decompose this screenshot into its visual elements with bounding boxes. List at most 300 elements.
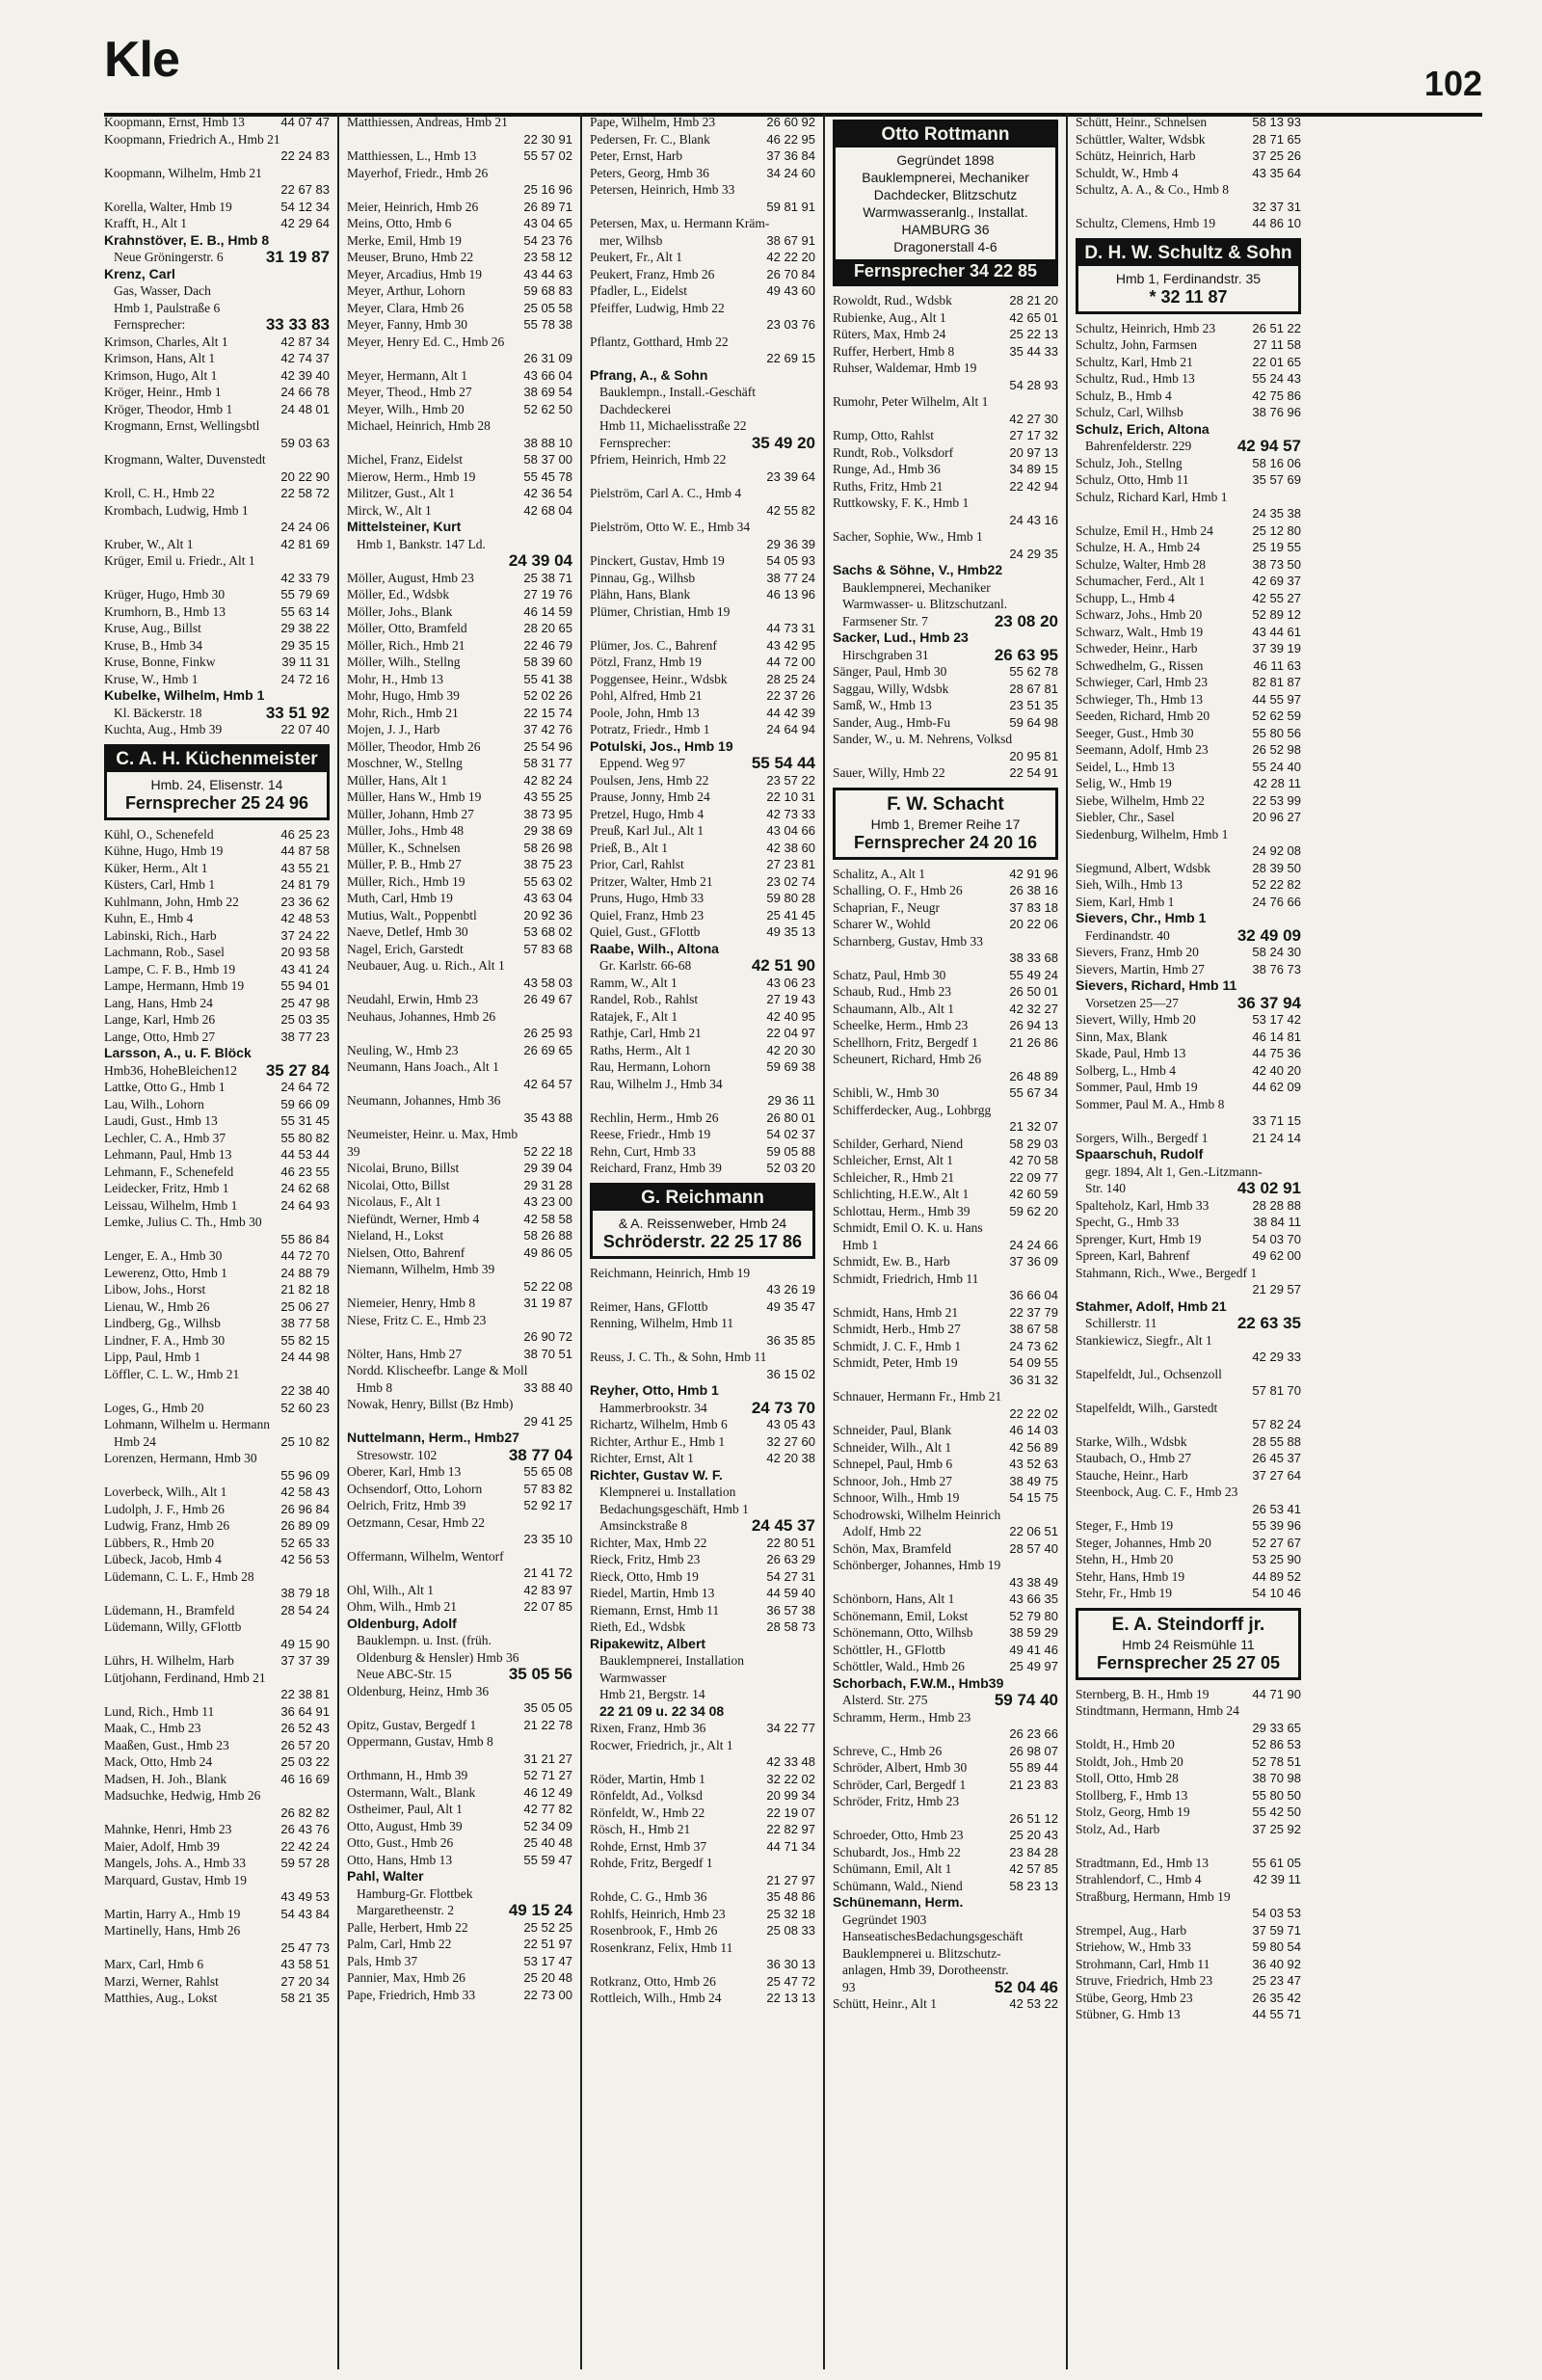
phone-number: 37 36 84 <box>766 148 815 163</box>
entry-name: Röder, Martin, Hmb 1 <box>590 1771 705 1786</box>
phone-number: 54 03 53 <box>1252 1906 1301 1920</box>
directory-entry <box>833 1759 1058 1777</box>
directory-entry <box>1076 1686 1301 1703</box>
phone-number: 26 23 66 <box>1009 1726 1058 1741</box>
directory-entry <box>347 334 572 351</box>
phone-number: 36 64 91 <box>280 1703 330 1719</box>
phone-number: 46 12 49 <box>523 1784 572 1800</box>
ad-line: Dragonerstall 4-6 <box>893 239 997 254</box>
directory-entry <box>104 1045 330 1062</box>
phone-number: 54 02 37 <box>766 1127 815 1141</box>
directory-entry <box>347 1868 572 1885</box>
phone-number: 55 80 82 <box>280 1130 330 1145</box>
directory-entry <box>833 1456 1058 1473</box>
entry-name: Oppermann, Gustav, Hmb 8 <box>347 1734 493 1749</box>
directory-entry <box>347 1582 572 1599</box>
phone-number: 31 21 27 <box>523 1751 572 1766</box>
directory-entry <box>1076 556 1301 574</box>
entry-name: Stübe, Georg, Hmb 23 <box>1076 1990 1193 2005</box>
directory-entry <box>347 1852 572 1869</box>
directory-entry <box>833 1557 1058 1574</box>
phone-number: 37 24 22 <box>280 927 330 943</box>
entry-name: Klempnerei u. Installation <box>599 1484 736 1499</box>
entry-name: Sievers, Martin, Hmb 27 <box>1076 961 1205 976</box>
directory-entry <box>104 687 330 705</box>
phone-number: 24 24 06 <box>280 520 330 534</box>
advertisement-box <box>1076 238 1301 314</box>
ad-phone: Fernsprecher 25 24 96 <box>124 792 309 813</box>
entry-name: Schaprian, F., Neugr <box>833 899 941 915</box>
entry-name: Maier, Adolf, Hmb 39 <box>104 1838 220 1854</box>
directory-entry <box>1076 977 1301 995</box>
phone-number: 23 03 76 <box>766 317 815 332</box>
directory-entry <box>347 1430 572 1447</box>
directory-entry <box>590 1076 815 1093</box>
entry-name: Rubienke, Aug., Alt 1 <box>833 309 946 325</box>
phone-number: 26 43 76 <box>280 1822 330 1836</box>
entry-name: Mierow, Herm., Hmb 19 <box>347 468 476 484</box>
phone-number: 22 37 79 <box>1009 1304 1058 1320</box>
directory-entry <box>590 519 815 536</box>
phone-number: 36 57 38 <box>766 1602 815 1618</box>
entry-name <box>833 513 836 527</box>
entry-name: Mohr, Rich., Hmb 21 <box>347 705 459 720</box>
directory-entry <box>104 1180 330 1197</box>
phone-number: 54 12 34 <box>280 199 330 214</box>
entry-name: Sauer, Willy, Hmb 22 <box>833 765 945 780</box>
phone-number: 42 73 33 <box>766 806 815 821</box>
phone-number: 28 71 65 <box>1252 131 1301 147</box>
directory-entry <box>833 1102 1058 1119</box>
phone-number: 42 33 48 <box>766 1754 815 1769</box>
phone-number: 42 56 53 <box>280 1552 330 1566</box>
directory-entry <box>833 528 1058 546</box>
directory-entry <box>833 1253 1058 1270</box>
directory-entry <box>104 1450 330 1467</box>
ad-line: Hmb. 24, Elisenstr. 14 <box>150 776 283 792</box>
entry-name: Krimson, Hans, Alt 1 <box>104 351 216 365</box>
directory-entry <box>1076 1366 1301 1383</box>
directory-entry <box>833 647 1058 664</box>
entry-name: Rönfeldt, Ad., Volksd <box>590 1788 703 1803</box>
directory-entry <box>590 1501 815 1518</box>
directory-entry <box>1076 775 1301 792</box>
directory-entry <box>347 1616 572 1633</box>
directory-entry <box>1076 1821 1301 1838</box>
directory-entry <box>1076 1112 1301 1130</box>
entry-name: Oldenburg, Heinz, Hmb 36 <box>347 1683 490 1698</box>
entry-name <box>590 1367 593 1381</box>
phone-number: 36 37 94 <box>1236 994 1301 1011</box>
phone-number: 43 55 21 <box>280 860 330 875</box>
directory-entry <box>1076 1990 1301 2007</box>
directory-entry <box>590 1382 815 1400</box>
directory-entry <box>347 654 572 671</box>
directory-entry <box>833 1118 1058 1136</box>
phone-number: 25 19 55 <box>1252 540 1301 554</box>
phone-number: 44 86 10 <box>1252 216 1301 230</box>
entry-name: Sievers, Chr., Hmb 1 <box>1076 910 1207 925</box>
entry-name: Richter, Gustav W. F. <box>590 1466 723 1483</box>
entry-name: Krenz, Carl <box>104 265 175 281</box>
entry-name: Riemann, Ernst, Hmb 11 <box>590 1602 720 1618</box>
phone-number: 43 41 24 <box>280 961 330 976</box>
entry-name: Schaub, Rud., Hmb 23 <box>833 984 951 999</box>
phone-number: 38 33 68 <box>1009 950 1058 965</box>
entry-name: Lienau, W., Hmb 26 <box>104 1298 210 1314</box>
phone-number: 26 69 65 <box>523 1042 572 1057</box>
entry-name: Sorgers, Wilh., Bergedf 1 <box>1076 1130 1209 1145</box>
directory-entry <box>1076 1871 1301 1888</box>
entry-name: Reichmann, Heinrich, Hmb 19 <box>590 1265 751 1280</box>
phone-number: 21 27 97 <box>766 1872 815 1887</box>
phone-number: 21 82 18 <box>280 1282 330 1297</box>
phone-number: 34 22 77 <box>766 1721 815 1735</box>
phone-number: 44 72 00 <box>766 655 815 669</box>
directory-entry <box>347 485 572 502</box>
directory-entry <box>347 822 572 840</box>
phone-number: 49 86 05 <box>523 1244 572 1260</box>
entry-name: Nagel, Erich, Garstedt <box>347 941 464 956</box>
phone-number: 27 11 58 <box>1253 337 1301 352</box>
entry-name: Sieh, Wilh., Hmb 13 <box>1076 877 1183 892</box>
ad-title: E. A. Steindorff jr. <box>1111 1614 1265 1635</box>
directory-entry <box>104 1753 330 1771</box>
directory-entry <box>590 1720 815 1737</box>
entry-name: Schönemann, Otto, Wilhsb <box>833 1625 973 1640</box>
directory-entry <box>104 1029 330 1046</box>
entry-name: Maak, C., Hmb 23 <box>104 1721 201 1735</box>
directory-entry <box>833 1692 1058 1709</box>
phone-number: 37 25 26 <box>1252 148 1301 163</box>
entry-name: Nicolai, Otto, Billst <box>347 1177 450 1192</box>
phone-number: 43 42 95 <box>766 637 815 653</box>
directory-entry <box>590 1737 815 1754</box>
entry-name: Martin, Harry A., Hmb 19 <box>104 1906 241 1921</box>
phone-number: 23 35 10 <box>523 1532 572 1546</box>
entry-name: Hammerbrookstr. 34 <box>599 1400 707 1415</box>
entry-name: Rathje, Carl, Hmb 21 <box>590 1026 702 1040</box>
phone-number: 42 39 40 <box>280 367 330 383</box>
entry-name: Hamburg-Gr. Flottbek <box>357 1885 473 1901</box>
directory-entry <box>104 620 330 637</box>
directory-entry <box>590 721 815 738</box>
directory-entry <box>833 1675 1058 1693</box>
phone-number: 59 62 20 <box>1009 1203 1058 1218</box>
phone-number: 49 35 13 <box>766 924 815 939</box>
column-4 <box>825 114 1068 2369</box>
phone-number: 52 65 33 <box>280 1535 330 1550</box>
ad-line: Dachdecker, Blitzschutz <box>873 187 1018 202</box>
entry-name: Kühne, Hugo, Hmb 19 <box>104 843 224 858</box>
directory-entry <box>1076 1888 1301 1906</box>
entry-name: Neue Gröningerstr. 6 <box>114 250 224 264</box>
phone-number: 35 27 84 <box>265 1061 330 1079</box>
phone-number: 22 58 72 <box>280 486 330 500</box>
directory-entry <box>104 536 330 553</box>
phone-number: 25 52 25 <box>523 1919 572 1935</box>
entry-name: Rehn, Curt, Hmb 33 <box>590 1143 696 1159</box>
directory-entry <box>347 1936 572 1953</box>
entry-name: Reuss, J. C. Th., & Sohn, Hmb 11 <box>590 1350 767 1364</box>
entry-name: Sander, Aug., Hmb-Fu <box>833 714 951 730</box>
phone-number: 42 58 43 <box>280 1484 330 1499</box>
ad-line: Warmwasseranlg., Installat. <box>863 204 1028 220</box>
phone-number: 42 51 90 <box>751 957 815 975</box>
entry-name: Schorbach, F.W.M., Hmb39 <box>833 1674 1004 1691</box>
phone-number: 23 02 74 <box>766 873 815 889</box>
directory-entry <box>833 613 1058 630</box>
entry-name <box>1076 1838 1078 1853</box>
directory-entry <box>590 249 815 266</box>
phone-number: 29 39 04 <box>523 1161 572 1175</box>
entry-name <box>833 1119 836 1134</box>
directory-entry <box>833 1219 1058 1237</box>
phone-number: 22 63 35 <box>1236 1315 1301 1332</box>
directory-entry <box>1076 539 1301 556</box>
entry-name: Ruffer, Herbert, Hmb 8 <box>833 343 955 359</box>
directory-entry <box>833 512 1058 529</box>
directory-entry <box>104 519 330 536</box>
directory-entry <box>833 1928 1058 1945</box>
directory-entry <box>1076 842 1301 860</box>
entry-name: Bauklempnerei, Mechaniker <box>842 579 991 595</box>
directory-entry <box>104 705 330 722</box>
entry-name <box>104 1940 107 1955</box>
entry-name: 93 <box>842 1979 856 1994</box>
entry-name: Pritzer, Walter, Hmb 21 <box>590 873 713 889</box>
entry-name <box>1076 1113 1078 1128</box>
entry-name: HanseatischesBedachungsgeschäft <box>842 1929 1024 1943</box>
directory-entry <box>833 1405 1058 1423</box>
directory-entry <box>590 1400 815 1417</box>
directory-entry <box>104 1349 330 1366</box>
directory-entry <box>104 603 330 621</box>
phone-number: 20 22 90 <box>280 468 330 484</box>
phone-number: 26 82 82 <box>280 1805 330 1820</box>
directory-entry <box>347 266 572 283</box>
phone-number: 23 51 35 <box>1009 698 1058 712</box>
phone-number: 24 92 08 <box>1252 843 1301 858</box>
directory-entry <box>1076 1247 1301 1265</box>
entry-name: Rosenbrook, F., Hmb 26 <box>590 1923 718 1938</box>
directory-entry <box>1076 944 1301 961</box>
directory-entry <box>347 1969 572 1987</box>
entry-name <box>590 537 593 551</box>
directory-entry <box>1076 573 1301 590</box>
directory-entry <box>833 1608 1058 1625</box>
directory-entry <box>347 772 572 789</box>
phone-number: 42 91 96 <box>1009 866 1058 881</box>
entry-name: Oldenburg & Hensler) Hmb 36 <box>357 1649 519 1665</box>
phone-number: 25 16 96 <box>523 182 572 197</box>
phone-number: 22 82 97 <box>766 1822 815 1836</box>
phone-number: 26 89 71 <box>523 199 572 214</box>
phone-number: 26 52 43 <box>280 1721 330 1735</box>
phone-number: 46 11 63 <box>1253 657 1301 673</box>
entry-name: Peukert, Franz, Hmb 26 <box>590 266 715 281</box>
directory-entry <box>590 1906 815 1923</box>
entry-name: Specht, G., Hmb 33 <box>1076 1215 1180 1229</box>
directory-entry <box>590 957 815 975</box>
entry-name: Marzi, Werner, Rahlst <box>104 1973 219 1989</box>
entry-name: Skade, Paul, Hmb 13 <box>1076 1046 1186 1060</box>
phone-number: 43 44 63 <box>523 266 572 281</box>
entry-name: Möller, Otto, Bramfeld <box>347 621 467 635</box>
entry-name: Stoldt, Joh., Hmb 20 <box>1076 1753 1183 1769</box>
phone-number: 53 17 47 <box>523 1953 572 1968</box>
phone-number: 25 03 35 <box>280 1012 330 1027</box>
phone-number: 22 22 02 <box>1009 1405 1058 1421</box>
entry-name: Meyer, Henry Ed. C., Hmb 26 <box>347 334 505 349</box>
entry-name: Schmidt, Herb., Hmb 27 <box>833 1322 961 1336</box>
entry-name: Meyer, Clara, Hmb 26 <box>347 300 465 315</box>
phone-number: 38 49 75 <box>1009 1473 1058 1488</box>
directory-entry <box>1076 505 1301 522</box>
directory-entry <box>347 1548 572 1565</box>
directory-entry <box>1076 826 1301 843</box>
phone-number: 43 26 19 <box>766 1282 815 1297</box>
entry-name: Schröder, Fritz, Hmb 23 <box>833 1794 960 1808</box>
directory-entry <box>1076 471 1301 489</box>
entry-name: Kuchta, Aug., Hmb 39 <box>104 722 223 736</box>
phone-number: 26 80 01 <box>766 1110 815 1125</box>
directory-entry <box>347 1346 572 1363</box>
entry-name: Hmb 24 <box>114 1433 156 1449</box>
directory-entry <box>833 1034 1058 1052</box>
directory-entry <box>104 316 330 334</box>
entry-name: Ludwig, Franz, Hmb 26 <box>104 1518 230 1533</box>
entry-name: Bahrenfelderstr. 229 <box>1085 439 1192 453</box>
directory-entry <box>590 1821 815 1838</box>
entry-name: Plähn, Hans, Blank <box>590 587 691 602</box>
directory-entry <box>1076 792 1301 810</box>
phone-number: 33 33 83 <box>265 316 330 334</box>
entry-name: Niemeier, Henry, Hmb 8 <box>347 1296 476 1310</box>
entry-name: Ostermann, Walt., Blank <box>347 1784 476 1800</box>
phone-number: 43 06 23 <box>766 975 815 990</box>
directory-entry <box>590 873 815 891</box>
entry-name: Mittelsteiner, Kurt <box>347 519 462 534</box>
directory-entry <box>1076 114 1301 131</box>
directory-entry <box>347 282 572 300</box>
directory-entry <box>347 1767 572 1784</box>
phone-number: 58 26 88 <box>523 1228 572 1243</box>
entry-name: Reimer, Hans, GFlottb <box>590 1298 708 1314</box>
entry-name <box>833 1575 836 1590</box>
phone-number: 22 42 94 <box>1009 478 1058 494</box>
entry-name: Madsuchke, Hedwig, Hmb 26 <box>104 1788 261 1803</box>
directory-entry <box>833 949 1058 967</box>
phone-number: 43 55 25 <box>523 789 572 804</box>
directory-entry <box>347 1126 572 1143</box>
directory-entry <box>347 232 572 250</box>
directory-entry <box>104 1652 330 1670</box>
entry-name: Kruse, Aug., Billst <box>104 621 201 635</box>
directory-entry <box>590 1484 815 1501</box>
entry-name: Lang, Hans, Hmb 24 <box>104 995 213 1010</box>
phone-number: 43 05 43 <box>766 1417 815 1431</box>
directory-entry <box>1076 961 1301 978</box>
directory-entry <box>347 1919 572 1937</box>
directory-entry <box>590 1281 815 1298</box>
directory-entry <box>590 536 815 553</box>
phone-number: 35 57 69 <box>1252 472 1301 487</box>
entry-name: Sachs & Söhne, V., Hmb22 <box>833 562 1003 577</box>
phone-number: 55 96 09 <box>280 1467 330 1483</box>
entry-name: Neumeister, Heinr. u. Max, Hmb <box>347 1127 518 1141</box>
entry-name: Maaßen, Gust., Hmb 23 <box>104 1737 229 1752</box>
phone-number: 55 24 43 <box>1252 371 1301 386</box>
entry-name: Schönberger, Johannes, Hmb 19 <box>833 1558 1001 1572</box>
entry-name: Sänger, Paul, Hmb 30 <box>833 664 947 679</box>
phone-number: 38 73 95 <box>523 806 572 821</box>
directory-entry <box>347 907 572 924</box>
phone-number: 52 22 08 <box>523 1278 572 1294</box>
phone-number: 36 31 32 <box>1009 1372 1058 1387</box>
entry-name <box>347 1026 350 1040</box>
phone-number: 22 10 31 <box>766 789 815 804</box>
directory-entry <box>833 764 1058 782</box>
ad-line: Gegründet 1898 <box>896 152 995 168</box>
entry-name: Mohr, Hugo, Hmb 39 <box>347 688 460 703</box>
phone-number: 46 22 95 <box>766 131 815 147</box>
phone-number: 42 56 89 <box>1009 1439 1058 1455</box>
directory-entry <box>347 738 572 756</box>
directory-entry <box>104 215 330 232</box>
entry-name: Schulz, Carl, Wilhsb <box>1076 405 1183 419</box>
entry-name: Möller, Rich., Hmb 21 <box>347 637 465 653</box>
phone-number: 22 42 24 <box>280 1838 330 1854</box>
directory-entry <box>347 1987 572 2004</box>
entry-name <box>104 1687 107 1701</box>
entry-name: Neue ABC-Str. 15 <box>357 1667 452 1681</box>
phone-number: 42 29 64 <box>280 216 330 230</box>
entry-name: Müller, Johs., Hmb 48 <box>347 823 464 838</box>
entry-name: Meins, Otto, Hmb 6 <box>347 216 452 230</box>
directory-entry <box>347 1514 572 1532</box>
entry-name: Seemann, Adolf, Hmb 23 <box>1076 742 1209 757</box>
entry-name: Pfriem, Heinrich, Hmb 22 <box>590 452 727 467</box>
directory-entry <box>104 671 330 688</box>
phone-number: 25 12 80 <box>1252 522 1301 538</box>
entry-name: Schütz, Heinrich, Harb <box>1076 148 1196 163</box>
phone-number: 38 76 96 <box>1252 405 1301 419</box>
entry-name: Runge, Ad., Hmb 36 <box>833 462 941 476</box>
directory-entry <box>590 856 815 873</box>
entry-name <box>590 503 593 518</box>
entry-name: Quiel, Gust., GFlottb <box>590 924 701 939</box>
phone-number: 22 73 00 <box>523 1987 572 2002</box>
directory-entry <box>104 1197 330 1215</box>
entry-name: Kröger, Theodor, Hmb 1 <box>104 401 233 416</box>
entry-name: Schalitz, A., Alt 1 <box>833 866 925 881</box>
phone-number: 26 45 37 <box>1252 1451 1301 1465</box>
phone-number: 49 15 24 <box>508 1902 572 1919</box>
directory-entry <box>833 1523 1058 1540</box>
directory-entry <box>347 1463 572 1481</box>
phone-number: 54 10 46 <box>1252 1586 1301 1600</box>
directory-entry <box>347 435 572 452</box>
phone-number: 23 39 64 <box>766 468 815 484</box>
phone-number: 44 87 58 <box>280 843 330 858</box>
entry-name: Rieth, Ed., Wdsbk <box>590 1619 686 1634</box>
entry-name: Ludolph, J. F., Hmb 26 <box>104 1501 225 1516</box>
directory-entry <box>590 1602 815 1619</box>
phone-number: 37 42 76 <box>523 722 572 736</box>
entry-name: Schilder, Gerhard, Niend <box>833 1136 964 1151</box>
phone-number: 22 69 15 <box>766 351 815 365</box>
